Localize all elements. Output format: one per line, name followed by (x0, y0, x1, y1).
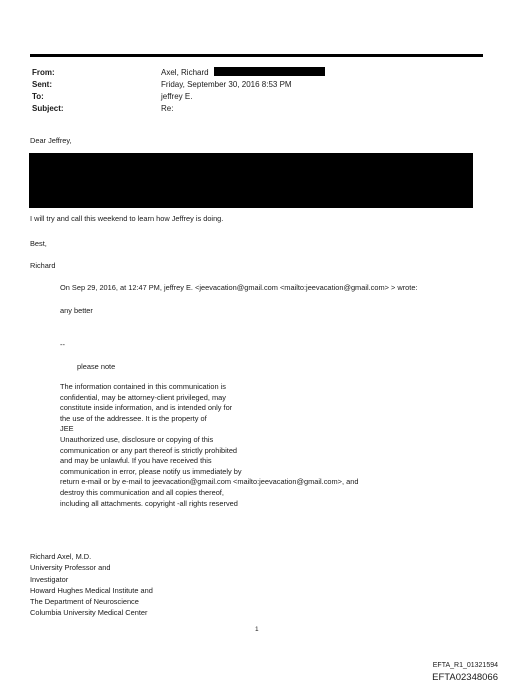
disclaimer-line: The information contained in this communication is (60, 382, 226, 391)
signature-line: Richard Axel, M.D. (30, 552, 92, 561)
signature-line: Investigator (30, 574, 69, 584)
disclaimer-line: return e-mail or by e-mail to jeevacation@gmail.com <mailto:jeevacation@gmail.com>, and (60, 477, 359, 487)
disclaimer-line: destroy this communication and all copies thereof, (60, 487, 224, 497)
closing: Best, (30, 239, 47, 248)
disclaimer-line: constitute inside information, and is intended only for (60, 403, 233, 413)
from-value: Axel, Richard (161, 68, 209, 77)
signature-line: University Professor and (30, 563, 111, 573)
signature-line: The Department of Neuroscience (30, 597, 139, 607)
quoted-separator: -- (60, 340, 65, 349)
footer-ref-primary: EFTA_R1_01321594 (432, 662, 498, 669)
header-rule (30, 54, 483, 57)
quoted-intro: On Sep 29, 2016, at 12:47 PM, jeffrey E. <jeevacation@gmail.com <mailto:jeevacation@gmail.com> > wrote: (60, 283, 418, 292)
quoted-message: any better (60, 306, 93, 315)
disclaimer-line: the use of the addressee. It is the property of (60, 413, 207, 423)
footer-ref-secondary: EFTA02348066 (432, 672, 498, 683)
disclaimer-line: confidential, may be attorney-client privileged, may (60, 392, 226, 402)
from-label: From: (32, 68, 55, 77)
to-value: jeffrey E. (161, 92, 193, 101)
sender-name: Richard (30, 261, 56, 270)
disclaimer (60, 382, 358, 509)
disclaimer-line: JEE (60, 424, 74, 434)
disclaimer-line: and may be unlawful. If you have received this (60, 456, 212, 466)
body-line: I will try and call this weekend to learn how Jeffrey is doing. (30, 214, 224, 223)
page-number: 1 (255, 626, 259, 633)
signature-line: Howard Hughes Medical Institute and (30, 585, 153, 595)
disclaimer-line: including all attachments. copyright -all rights reserved (60, 498, 238, 508)
sent-label: Sent: (32, 80, 52, 89)
subject-value: Re: (161, 104, 174, 113)
to-label: To: (32, 92, 44, 101)
redaction-from-email (214, 67, 325, 76)
disclaimer-line: communication or any part thereof is strictly prohibited (60, 445, 238, 455)
disclaimer-line: communication in error, please notify us immediately by (60, 466, 242, 476)
please-note: please note (77, 362, 116, 371)
signature-block (30, 551, 153, 619)
sent-value: Friday, September 30, 2016 8:53 PM (161, 80, 292, 89)
redaction-body (29, 153, 473, 208)
subject-label: Subject: (32, 104, 64, 113)
disclaimer-line: Unauthorized use, disclosure or copying of this (60, 434, 214, 444)
greeting: Dear Jeffrey, (30, 136, 72, 145)
signature-line: Columbia University Medical Center (30, 608, 148, 618)
